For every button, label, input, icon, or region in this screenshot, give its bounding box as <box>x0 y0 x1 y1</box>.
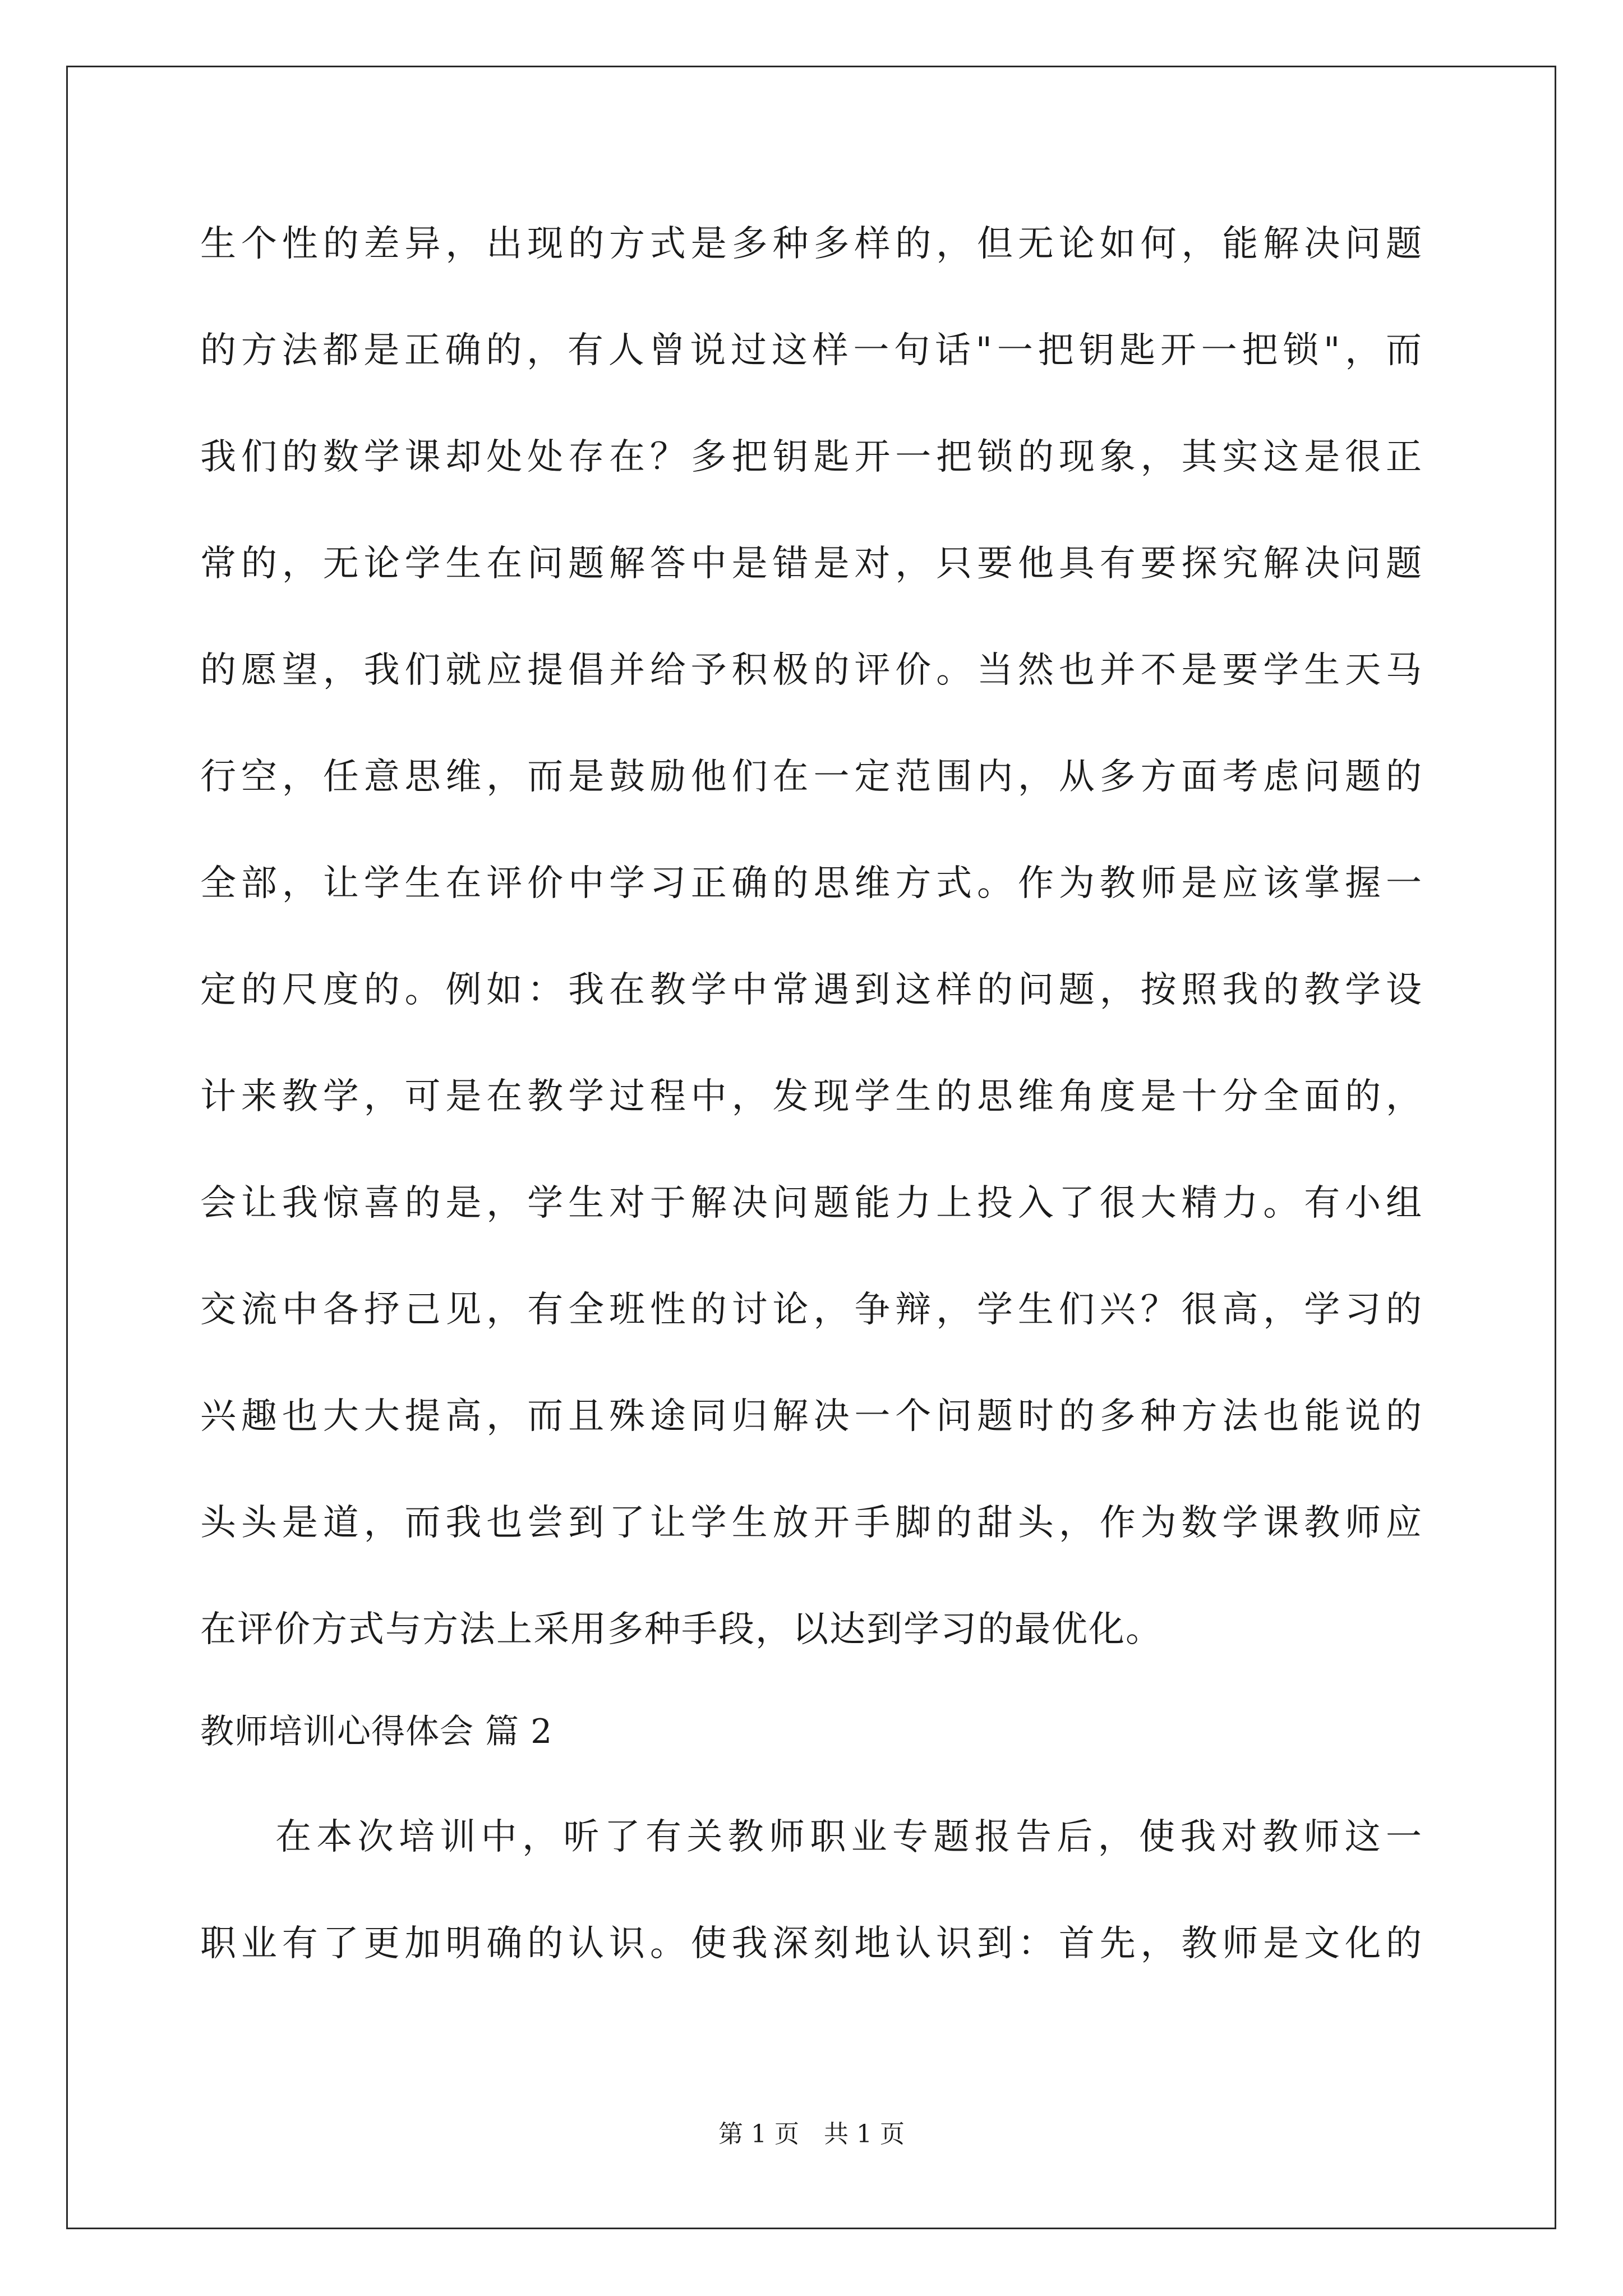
paragraph-line: 计来教学，可是在教学过程中，发现学生的思维角度是十分全面的， <box>200 1076 1423 1117</box>
paragraph-last-line: 在评价方式与方法上采用多种手段，以达到学习的最优化。 <box>200 1609 1163 1650</box>
paragraph-line: 交流中各抒己见，有全班性的讨论，争辩，学生们兴？很高，学习的 <box>200 1289 1423 1331</box>
paragraph-line: 常的，无论学生在问题解答中是错是对，只要他具有要探究解决问题 <box>200 543 1423 585</box>
paragraph-line: 的方法都是正确的，有人曾说过这样一句话"一把钥匙开一把锁"，而 <box>200 330 1423 371</box>
paragraph-line: 行空，任意思维，而是鼓励他们在一定范围内，从多方面考虑问题的 <box>200 756 1423 798</box>
paragraph-line: 会让我惊喜的是，学生对于解决问题能力上投入了很大精力。有小组 <box>200 1182 1423 1224</box>
page-number-footer: 第 1 页 共 1 页 <box>718 2120 905 2148</box>
page-border <box>66 66 1556 2229</box>
paragraph-line: 全部，让学生在评价中学习正确的思维方式。作为教师是应该掌握一 <box>200 863 1423 904</box>
paragraph-line: 头头是道，而我也尝到了让学生放开手脚的甜头，作为数学课教师应 <box>200 1502 1423 1544</box>
paragraph-line: 兴趣也大大提高，而且殊途同归解决一个问题时的多种方法也能说的 <box>200 1396 1423 1437</box>
paragraph-line: 定的尺度的。例如：我在教学中常遇到这样的问题，按照我的教学设 <box>200 969 1423 1011</box>
paragraph-line: 生个性的差异，出现的方式是多种多样的，但无论如何，能解决问题 <box>200 223 1423 265</box>
paragraph-line: 我们的数学课却处处存在？多把钥匙开一把锁的现象，其实这是很正 <box>200 436 1423 478</box>
paragraph-line: 在本次培训中，听了有关教师职业专题报告后，使我对教师这一 <box>275 1816 1423 1858</box>
paragraph-line: 职业有了更加明确的认识。使我深刻地认识到：首先，教师是文化的 <box>200 1923 1423 1964</box>
paragraph-line: 的愿望，我们就应提倡并给予积极的评价。当然也并不是要学生天马 <box>200 650 1423 691</box>
section-heading: 教师培训心得体会 篇 2 <box>200 1712 553 1751</box>
